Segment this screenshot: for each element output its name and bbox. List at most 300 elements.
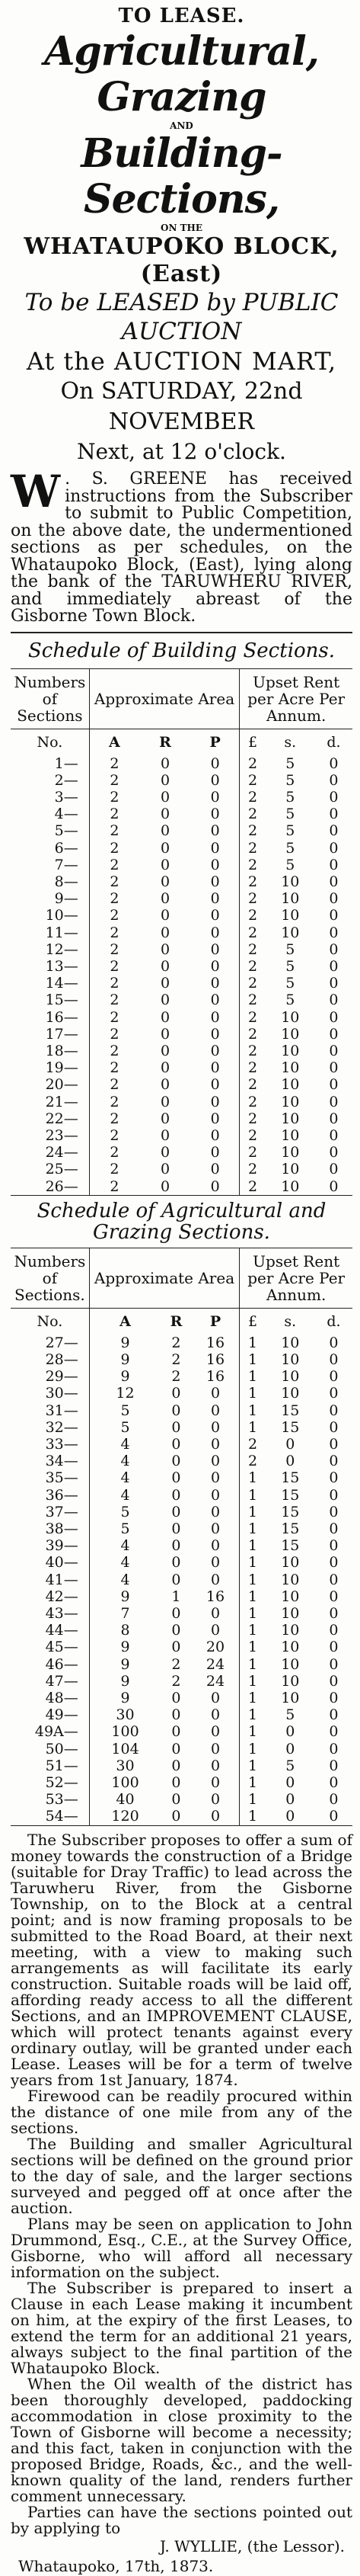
schedule2-cell-d: 0 [329,1639,339,1656]
auction-mart-line: At the AUCTION MART, [26,347,337,376]
table-row [11,1520,352,1537]
schedule1-cell-l: 2 [247,907,258,924]
schedule2-cell-d: 0 [329,1436,339,1453]
schedule2-cell-r: 2 [171,1350,181,1368]
schedule2-cell-no: 48— [11,1690,89,1706]
schedule2-cell-r: 2 [171,1672,181,1690]
table-row [11,1673,352,1690]
table-row [11,772,352,789]
schedule1-cell-l: 2 [247,1025,258,1043]
schedule2-cell-p: 0 [192,1554,240,1571]
schedule1-cell-s: 10 [281,1008,300,1026]
schedule2-cell-d: 0 [329,1655,339,1673]
schedule1-cell-d: 0 [329,1126,339,1144]
schedule1-cell-r: 0 [160,1025,170,1043]
schedule2-cell-l: 1 [247,1672,258,1690]
date-line: On SATURDAY, 22nd NOVEMBER [60,378,303,435]
table-row [11,992,352,1008]
schedule1-sub-s: s. [284,733,297,751]
schedule1-cell-no: 24— [11,1144,89,1161]
schedule2-cell-l: 1 [247,1554,258,1572]
schedule2-cell-s: 0 [285,1774,295,1792]
leased-line: To be LEASED by PUBLIC AUCTION [24,289,339,345]
schedule1-sub-d: d. [327,733,341,751]
schedule2-cell-a: 5 [120,1503,130,1520]
schedule2-cell-l: 1 [247,1655,258,1673]
schedule1-cell-d: 0 [329,940,339,958]
schedule2-cell-d: 0 [329,1605,339,1623]
schedule2-cell-l: 1 [247,1588,258,1605]
schedule2-cell-l: 1 [247,1334,258,1351]
schedule1-cell-no: 9— [11,890,89,907]
schedule1-cell-l: 2 [247,890,258,908]
header [11,3,352,466]
schedule2-cell-a: 4 [120,1436,130,1453]
table-row [11,1127,352,1144]
table-row [11,1791,352,1808]
schedule2-cell-r: 0 [171,1791,181,1809]
schedule1-cell-l: 2 [247,992,258,1009]
schedule2-cell-r: 0 [171,1503,181,1520]
schedule2-cell-d: 0 [329,1774,339,1792]
schedule1-cell-a: 2 [110,1076,119,1094]
schedule1-cell-r: 0 [160,788,170,806]
schedule1-cell-d: 0 [329,771,339,789]
schedule2-cell-d: 0 [329,1503,339,1520]
schedule2-cell-r: 0 [171,1520,181,1538]
schedule2-cell-p: 16 [192,1588,240,1605]
schedule2-cell-no: 52— [11,1774,89,1791]
schedule1-cell-no: 20— [11,1076,89,1093]
schedule2-cell-s: 15 [281,1402,300,1419]
schedule1-cell-p: 0 [191,1144,240,1161]
schedule2-cell-l: 1 [247,1469,258,1487]
schedule1-cell-d: 0 [329,1093,339,1110]
table-row [11,907,352,924]
schedule2-cell-no: 31— [11,1402,89,1419]
schedule1-cell-l: 2 [247,975,258,992]
table-row [11,890,352,907]
schedule2-cell-p: 0 [192,1622,240,1639]
table-row [11,1351,352,1368]
schedule2-cell-a: 4 [120,1453,130,1470]
schedule2-cell-d: 0 [329,1791,339,1809]
schedule1-cell-s: 10 [266,1178,315,1196]
schedule1-cell-d: 0 [329,755,339,772]
schedule2-cell-d: 0 [329,1402,339,1419]
schedule1-cell-d: 0 [329,839,339,857]
table-row [11,924,352,941]
schedule2-cell-r: 1 [171,1588,181,1605]
schedule2-cell-no: 41— [11,1572,89,1588]
schedule2-cell-s: 10 [281,1588,300,1605]
schedule1-cell-d: 0 [329,907,339,924]
schedule2-cell-p: 0 [192,1572,240,1588]
schedule2-cell-r: 2 [171,1368,181,1386]
schedule2-cell-d: 0 [329,1740,339,1757]
schedule2-title: Schedule of Agricultural and Grazing Sections. [37,1199,327,1244]
schedule1-cell-a: 2 [110,822,119,840]
schedule1-title: Schedule of Building Sections. [27,639,336,662]
schedule1-cell-no: 16— [11,1009,89,1026]
schedule2-cell-p: 16 [192,1368,240,1385]
schedule1-cell-l: 2 [247,957,258,975]
schedule2-cell-p: 0 [192,1757,240,1774]
time-line: Next, at 12 o'clock. [77,439,286,464]
schedule2-cell-d: 0 [329,1350,339,1368]
schedule1-cell-no: 19— [11,1059,89,1076]
schedule2-cell-s: 10 [281,1554,300,1572]
schedule1-col-sections: Numbers of Sections [11,668,89,729]
schedule1-cell-a: 2 [110,940,119,958]
schedule2-cell-a: 9 [120,1655,130,1673]
schedule1-cell-s: 5 [285,856,295,873]
intro-paragraph [11,466,352,626]
agricultural-grazing-heading: Agricultural, Grazing [44,28,319,120]
schedule2-cell-s: 0 [285,1723,295,1741]
table-row [11,1757,352,1774]
schedule1-cell-r: 0 [160,890,170,908]
schedule1-cell-s: 5 [285,957,295,975]
schedule1-cell-d: 0 [329,1025,339,1043]
schedule2-cell-d: 0 [329,1368,339,1386]
schedule2-cell-p: 24 [192,1656,240,1673]
schedule2-cell-d: 0 [329,1723,339,1741]
schedule2-sub-p: P [192,1308,240,1334]
schedule2-cell-s: 10 [281,1690,300,1707]
schedule2-cell-p: 0 [192,1723,240,1740]
schedule2-cell-a: 30 [116,1706,135,1724]
schedule1-cell-no: 21— [11,1094,89,1110]
schedule1-sub-no: No. [11,729,89,755]
schedule2-cell-a: 5 [120,1402,130,1419]
schedule2-cell-s: 0 [285,1791,295,1809]
table-row [11,1161,352,1177]
schedule1-cell-s: 5 [285,788,295,806]
schedule1-cell-d: 0 [315,1178,352,1196]
schedule2-cell-p: 0 [192,1453,240,1469]
schedule2-cell-a: 9 [120,1368,130,1386]
schedule1-cell-d: 0 [329,1144,339,1161]
schedule2-cell-p: 0 [192,1808,240,1825]
schedule1-cell-r: 0 [160,1093,170,1110]
table-row [11,1639,352,1655]
schedule2-cell-no: 42— [11,1588,89,1605]
schedule2-cell-r: 0 [171,1639,181,1656]
schedule1-cell-r: 0 [160,1126,170,1144]
table-row [11,755,352,772]
schedule2-cell-no: 35— [11,1469,89,1486]
schedule2-cell-l: 1 [247,1418,258,1436]
schedule2-cell-a: 9 [120,1350,130,1368]
schedule1-cell-p: 0 [191,873,240,890]
schedule2-cell-r: 0 [161,1808,191,1825]
schedule1-cell-s: 10 [281,1161,300,1178]
table-row [11,1622,352,1639]
table-row [11,1076,352,1093]
schedule1-cell-no: 25— [11,1161,89,1177]
schedule1-cell-s: 10 [281,1059,300,1077]
schedule1-cell-l: 2 [247,1110,258,1127]
schedule1-cell-p: 0 [191,772,240,789]
schedule2-cell-l: 2 [247,1453,258,1470]
schedule1-cell-no: 26— [11,1178,89,1196]
schedule2-cell-l: 1 [247,1368,258,1386]
schedule2-col-rent: Upset Rent per Acre Per Annum. [240,1248,352,1308]
schedule2-cell-l: 1 [247,1571,258,1588]
schedule1-cell-s: 5 [285,839,295,857]
schedule2-cell-no: 46— [11,1656,89,1673]
schedule1-cell-d: 0 [329,1059,339,1077]
table-row [11,1469,352,1486]
schedule2-col-sections: Numbers of Sections. [11,1248,89,1308]
schedule1-cell-a: 2 [110,873,119,890]
table-row [11,1605,352,1622]
schedule2-cell-a: 40 [116,1791,135,1809]
schedule2-cell-d: 0 [329,1706,339,1724]
schedule2-cell-r: 2 [171,1334,181,1351]
schedule2-cell-p: 0 [192,1436,240,1453]
schedule2-cell-no: 43— [11,1605,89,1622]
schedule2-cell-p: 0 [192,1791,240,1808]
schedule2-cell-s: 15 [281,1520,300,1538]
paragraph-oil: When the Oil wealth of the district has been thoroughly developed, paddocking accommodation in close proximity to the Town of Gisborne will become a necessity; and this fact, taken in conjunction with the proposed Bridge, Roads, &c., and the well-known quality of the land, renders further comment unnecessary. [11,2374,352,2505]
table-row [11,1059,352,1076]
schedule2-cell-d: 0 [329,1385,339,1402]
schedule2-cell-d: 0 [329,1453,339,1470]
schedule1-cell-no: 18— [11,1043,89,1059]
schedule1-cell-a: 2 [110,1025,119,1043]
table-row [11,840,352,857]
table-row [11,941,352,958]
schedule2-cell-l: 1 [247,1503,258,1520]
table-row [11,1178,352,1196]
schedule1-cell-l: 2 [247,806,258,823]
schedule1-cell-d: 0 [329,1161,339,1178]
schedule2-sub-r: R [170,1312,183,1330]
table-row [11,1009,352,1026]
schedule1-cell-r: 0 [160,975,170,992]
schedule2-cell-a: 9 [120,1672,130,1690]
schedule1-cell-d: 0 [329,1042,339,1059]
schedule1-cell-r: 0 [160,940,170,958]
schedule1-cell-s: 10 [281,1042,300,1059]
schedule2-cell-s: 15 [281,1469,300,1487]
schedule1-cell-p: 0 [191,907,240,924]
schedule2-cell-p: 0 [192,1690,240,1706]
table-row [11,789,352,806]
schedule1-cell-a: 2 [110,771,119,789]
schedule1-cell-a: 2 [110,856,119,873]
schedule2-cell-no: 39— [11,1537,89,1554]
schedule2-cell-r: 0 [171,1385,181,1402]
schedule1-cell-a: 2 [110,839,119,857]
schedule1-cell-d: 0 [329,1076,339,1094]
schedule1-cell-r: 0 [160,873,170,890]
schedule2-cell-d: 0 [329,1690,339,1707]
schedule2-cell-a: 30 [116,1757,135,1774]
schedule1-cell-r: 0 [160,1008,170,1026]
schedule2-cell-no: 53— [11,1791,89,1808]
schedule2-cell-p: 20 [192,1639,240,1655]
schedule1-cell-d: 0 [329,890,339,908]
schedule2-cell-a: 120 [89,1808,161,1825]
schedule2-cell-a: 4 [120,1469,130,1487]
schedule1-cell-d: 0 [329,1110,339,1127]
table-row [11,975,352,992]
schedule2-cell-l: 1 [240,1808,266,1825]
schedule1-cell-r: 0 [160,1076,170,1094]
schedule2-cell-no: 33— [11,1436,89,1453]
schedule1-cell-a: 2 [89,1178,139,1196]
body-text [11,1832,352,2576]
schedule1-cell-r: 0 [160,1144,170,1161]
schedule2-cell-s: 10 [281,1639,300,1656]
schedule2-cell-p: 0 [192,1419,240,1436]
on-the-text: ON THE [160,223,202,233]
schedule1-sub-p: P [191,729,240,755]
schedule1-cell-a: 2 [110,975,119,992]
schedule1-cell-r: 0 [160,957,170,975]
schedule2-cell-r: 0 [171,1537,181,1555]
schedule1-cell-d: 0 [329,873,339,890]
schedule2-cell-no: 51— [11,1757,89,1774]
schedule2-cell-r: 0 [171,1402,181,1419]
schedule1-cell-a: 2 [110,992,119,1009]
schedule1-sub-a: A [108,733,120,751]
schedule2-cell-p: 0 [192,1537,240,1554]
schedule1-cell-no: 8— [11,873,89,890]
table-row [11,1026,352,1043]
table-row [11,1572,352,1588]
schedule1-cell-p: 0 [191,924,240,941]
schedule2-cell-d: 0 [329,1486,339,1504]
schedule1-cell-no: 3— [11,789,89,806]
schedule1-cell-d: 0 [329,975,339,992]
table-row [11,1419,352,1436]
schedule2-cell-s: 10 [281,1571,300,1588]
schedule1-cell-a: 2 [110,1008,119,1026]
table-row [11,1043,352,1059]
schedule1-cell-r: 0 [160,1042,170,1059]
schedule1-cell-r: 0 [160,1161,170,1178]
schedule2-cell-s: 15 [281,1418,300,1436]
schedule2-cell-s: 10 [281,1605,300,1623]
schedule1-cell-a: 2 [110,755,119,772]
paragraph-bridge: The Subscriber proposes to offer a sum of money towards the construction of a Bridge (suitable for Dray Traffic) to lead across the Taruwheru River, from the Gisborne Township, on to the Block at a central point; and is now framing proposals to be submitted to the Road Board, at their next meeting, with a view to making such arrangements as will facilitate its early construction. Suitable roads will be laid off, affording ready access to all the different Sections, and an IMPROVEMENT CLAUSE, which will protect tenants against every ordinary outlay, will be granted under each Lease. Leases will be for a term of twelve years from 1st January, 1874. [11,1830,352,2089]
schedule2-cell-p: 0 [192,1487,240,1504]
table-row [11,1110,352,1127]
schedule2-cell-d: 0 [329,1757,339,1774]
schedule2-cell-no: 27— [11,1334,89,1351]
schedule2-cell-l: 1 [247,1723,258,1741]
schedule1-cell-r: 0 [160,924,170,941]
schedule1-cell-d: 0 [329,856,339,873]
schedule2-cell-l: 1 [247,1706,258,1724]
schedule2-cell-r: 2 [171,1655,181,1673]
schedule1-cell-a: 2 [110,957,119,975]
schedule1-cell-r: 0 [160,1110,170,1127]
table-row [11,1368,352,1385]
schedule2-sub-s: s. [284,1312,297,1330]
schedule1-cell-s: 5 [285,755,295,772]
schedule1-cell-d: 0 [329,806,339,823]
schedule2-cell-s: 5 [285,1757,295,1774]
schedule2-cell-d: 0 [315,1808,352,1825]
schedule2-cell-a: 9 [120,1334,130,1351]
schedule2-cell-p: 0 [192,1605,240,1622]
schedule1-cell-p: 0 [191,890,240,907]
schedule2-cell-a: 5 [120,1520,130,1538]
schedule2-cell-a: 12 [116,1385,135,1402]
schedule2-cell-l: 1 [247,1520,258,1538]
schedule1-cell-l: 2 [240,1178,266,1196]
schedule1-cell-p: 0 [191,975,240,992]
schedule1-cell-d: 0 [329,788,339,806]
table-row [11,1094,352,1110]
schedule2-cell-s: 15 [281,1537,300,1555]
schedule2-cell-d: 0 [329,1571,339,1588]
schedule1-cell-s: 5 [285,806,295,823]
schedule2-cell-a: 9 [120,1690,130,1707]
schedule1-cell-no: 22— [11,1110,89,1127]
schedule2-cell-r: 0 [171,1486,181,1504]
schedule1-cell-s: 10 [281,924,300,941]
schedule1-cell-l: 2 [247,1059,258,1077]
schedule1-cell-d: 0 [329,957,339,975]
schedule1-cell-p: 0 [191,1161,240,1177]
schedule1-cell-a: 2 [110,1042,119,1059]
schedule2-cell-r: 0 [171,1571,181,1588]
place-date: Whataupoko, 17th, 1873. [18,2556,214,2575]
schedule1-cell-r: 0 [160,822,170,840]
schedule2-cell-l: 1 [247,1385,258,1402]
schedule2-cell-l: 1 [247,1774,258,1792]
schedule2-cell-p: 0 [192,1504,240,1520]
schedule2-cell-r: 0 [171,1757,181,1774]
schedule1-cell-s: 5 [285,822,295,840]
schedule1-cell-s: 10 [281,1144,300,1161]
table-row [11,857,352,873]
schedule2-cell-r: 0 [171,1453,181,1470]
schedule2-cell-a: 100 [111,1774,139,1792]
schedule2-col-area: Approximate Area [89,1248,240,1308]
schedule2-cell-s: 0 [285,1436,295,1453]
schedule2-cell-l: 1 [247,1537,258,1555]
schedule2-cell-a: 8 [120,1622,130,1639]
schedule1-sub-l: £ [247,733,258,751]
table-row [11,1808,352,1825]
paragraph-plans: Plans may be seen on application to John Drummond, Esq., C.E., at the Survey Office, Gisborne, who will afford all necessary information on the subject. [11,2214,352,2281]
schedule2-cell-d: 0 [329,1622,339,1639]
schedule2-cell-l: 1 [247,1486,258,1504]
schedule1-cell-l: 2 [247,1144,258,1161]
schedule1-sub-r: R [159,733,171,751]
schedule2-table [11,1248,352,1826]
table-row [11,1334,352,1351]
schedule1-cell-d: 0 [329,992,339,1009]
schedule1-cell-s: 10 [281,907,300,924]
schedule1-cell-r: 0 [139,1178,191,1196]
schedule2-cell-r: 0 [171,1469,181,1487]
schedule1-cell-s: 10 [281,1076,300,1094]
schedule1-cell-r: 0 [160,839,170,857]
schedule2-sub-no: No. [11,1308,89,1334]
schedule1-cell-p: 0 [191,755,240,772]
schedule2-cell-d: 0 [329,1418,339,1436]
schedule1-cell-no: 2— [11,772,89,789]
schedule1-cell-s: 10 [281,1126,300,1144]
